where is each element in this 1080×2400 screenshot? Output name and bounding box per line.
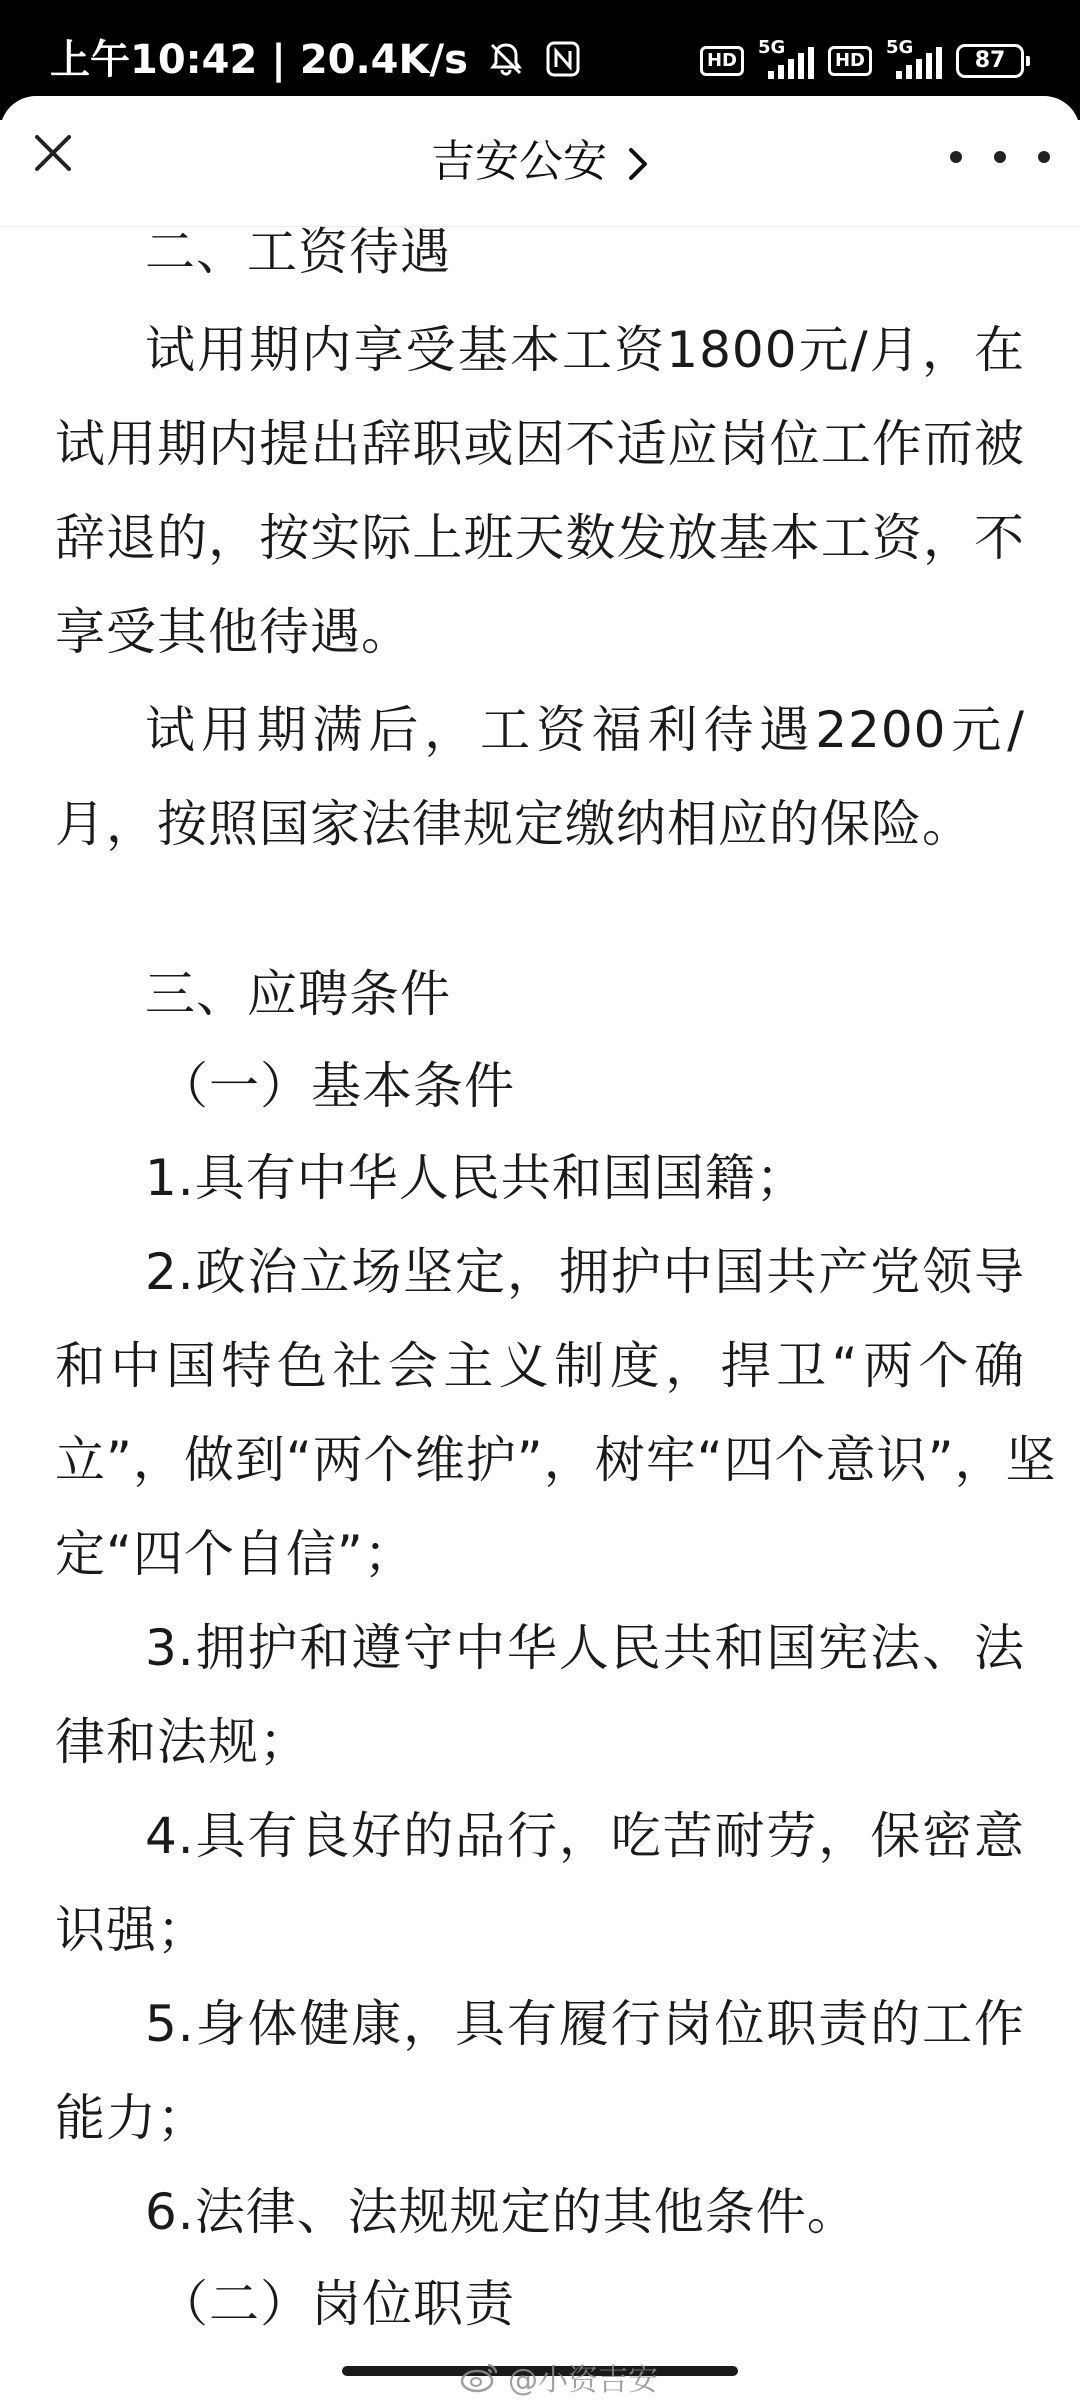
paragraph-line: 享受其他待遇。	[55, 603, 412, 661]
sim2-signal-icon	[886, 37, 942, 81]
paragraph-line: 试用期内享受基本工资1800元/月，在	[145, 321, 1025, 379]
status-time: 上午10:42	[50, 37, 258, 83]
list-item: 6.法律、法规规定的其他条件。	[145, 2183, 858, 2241]
section-heading: 二、工资待遇	[145, 223, 451, 281]
list-item-continued: 立”，做到“两个维护”，树牢“四个意识”，坚	[55, 1431, 1057, 1489]
sim2-hd-badge: HD	[828, 46, 872, 76]
paragraph-line: 试用期满后，工资福利待遇2200元/	[145, 701, 1025, 759]
status-left	[50, 30, 582, 90]
more-options-button[interactable]	[950, 134, 1050, 180]
paragraph-line: 试用期内提出辞职或因不适应岗位工作而被	[55, 415, 1025, 473]
list-item: 1.具有中华人民共和国国籍；	[145, 1149, 807, 1207]
list-item-continued: 识强；	[55, 1901, 208, 1959]
sim2-network-type: 5G	[886, 37, 914, 58]
weibo-logo-icon	[460, 2361, 500, 2393]
sim1-network-type: 5G	[757, 37, 786, 58]
sim1-hd-badge: HD	[700, 46, 744, 76]
more-icon-dot	[1038, 151, 1050, 163]
nfc-icon	[544, 39, 582, 79]
chevron-right-icon	[627, 146, 649, 182]
paragraph-line: 月，按照国家法律规定缴纳相应的保险。	[55, 795, 973, 853]
network-speed: 20.4K/s	[299, 37, 468, 83]
list-item-continued: 定“四个自信”；	[55, 1525, 415, 1583]
list-item: 4.具有良好的品行，吃苦耐劳，保密意	[145, 1807, 1025, 1865]
paragraph-line: 辞退的，按实际上班天数发放基本工资，不	[55, 509, 1025, 567]
status-separator: |	[271, 37, 286, 83]
battery-level: 87	[956, 44, 1024, 78]
more-icon-dot	[950, 151, 962, 163]
sim1-signal-icon	[757, 37, 814, 81]
list-item: 3.拥护和遵守中华人民共和国宪法、法	[145, 1619, 1025, 1677]
list-item-continued: 和中国特色社会主义制度，捍卫“两个确	[55, 1337, 1025, 1395]
title-bar	[0, 96, 1080, 227]
status-right	[700, 36, 1030, 86]
list-item-continued: 能力；	[55, 2089, 208, 2147]
battery-icon	[956, 44, 1030, 78]
section-heading: 三、应聘条件	[145, 965, 451, 1023]
list-item-continued: 律和法规；	[55, 1713, 310, 1771]
watermark-text: @小资吉安	[508, 2363, 658, 2398]
mute-bell-icon	[486, 39, 526, 79]
watermark	[460, 2355, 658, 2399]
page-title-link[interactable]	[0, 134, 1080, 190]
list-item: 5.身体健康，具有履行岗位职责的工作	[145, 1995, 1025, 2053]
more-icon-dot	[994, 151, 1006, 163]
list-item: 2.政治立场坚定，拥护中国共产党领导	[145, 1243, 1025, 1301]
page-title: 吉安公安	[431, 136, 607, 187]
subsection-heading: （二）岗位职责	[158, 2275, 515, 2333]
subsection-heading: （一）基本条件	[158, 1057, 515, 1115]
article-body	[0, 223, 1080, 2400]
